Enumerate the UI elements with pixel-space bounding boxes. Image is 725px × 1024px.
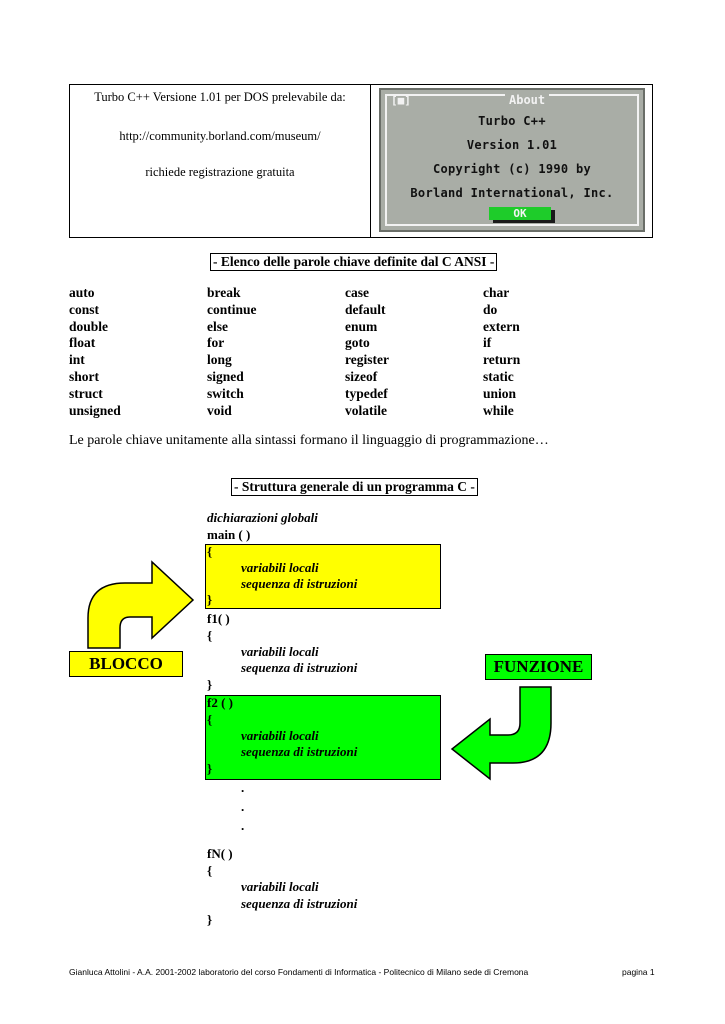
ellipsis-dot-3: . bbox=[241, 818, 245, 833]
keyword-cell: signed bbox=[207, 369, 244, 384]
about-product: Turbo C++ bbox=[478, 114, 546, 128]
keyword-cell: unsigned bbox=[69, 402, 121, 418]
f2-open-brace: { bbox=[207, 712, 213, 727]
keyword-cell: switch bbox=[207, 385, 244, 401]
registration-note: richiede registrazione gratuita bbox=[145, 165, 295, 179]
block-arrow-icon bbox=[80, 548, 200, 653]
close-icon: [■] bbox=[391, 94, 411, 107]
main-statements: sequenza di istruzioni bbox=[241, 576, 358, 591]
block-label: BLOCCO bbox=[69, 651, 183, 677]
main-signature: main ( ) bbox=[207, 527, 251, 542]
ok-button: OK bbox=[489, 207, 551, 220]
keyword-cell: char bbox=[483, 285, 510, 300]
keyword-cell: int bbox=[69, 352, 85, 368]
keyword-cell: for bbox=[207, 335, 225, 351]
keyword-cell: volatile bbox=[345, 402, 387, 418]
f2-local-vars: variabili locali bbox=[241, 728, 319, 743]
keyword-cell: break bbox=[207, 285, 241, 300]
keyword-cell: enum bbox=[345, 318, 378, 334]
page-number: pagina 1 bbox=[622, 967, 655, 977]
main-open-brace: { bbox=[207, 544, 213, 559]
about-company: Borland International, Inc. bbox=[410, 186, 614, 200]
about-screenshot-cell bbox=[371, 85, 652, 237]
about-copyright: Copyright (c) 1990 by bbox=[432, 162, 592, 176]
keywords-summary: Le parole chiave unitamente alla sintassi formano il linguaggio di programmazione… bbox=[69, 433, 549, 448]
keyword-cell: union bbox=[483, 385, 517, 401]
function-label: FUNZIONE bbox=[485, 654, 592, 680]
keyword-cell: do bbox=[483, 301, 498, 317]
about-dialog bbox=[379, 88, 645, 232]
keyword-cell: while bbox=[483, 402, 514, 418]
keyword-cell: register bbox=[345, 352, 389, 368]
function-arrow-icon bbox=[448, 683, 558, 783]
keyword-cell: auto bbox=[69, 285, 95, 300]
about-dialog-titlebar bbox=[387, 93, 637, 108]
download-info-cell bbox=[70, 85, 371, 237]
main-local-vars: variabili locali bbox=[241, 560, 319, 575]
f2-signature: f2 ( ) bbox=[207, 695, 233, 710]
main-close-brace: } bbox=[207, 592, 213, 607]
keyword-cell: double bbox=[69, 318, 109, 334]
structure-heading: - Struttura generale di un programma C - bbox=[231, 478, 478, 496]
fn-local-vars: variabili locali bbox=[241, 879, 319, 894]
keyword-cell: long bbox=[207, 352, 232, 368]
download-url: http://community.borland.com/museum/ bbox=[119, 129, 321, 143]
fn-signature: fN( ) bbox=[207, 846, 233, 861]
keyword-cell: return bbox=[483, 352, 521, 368]
keyword-cell: goto bbox=[345, 335, 370, 351]
keyword-cell: typedef bbox=[345, 385, 388, 401]
f1-statements: sequenza di istruzioni bbox=[241, 660, 358, 675]
info-table bbox=[69, 84, 653, 238]
f1-local-vars: variabili locali bbox=[241, 644, 319, 659]
about-dialog-title: About bbox=[505, 93, 549, 107]
f2-close-brace: } bbox=[207, 761, 213, 776]
keyword-cell: continue bbox=[207, 301, 257, 317]
ellipsis-dot-2: . bbox=[241, 799, 245, 814]
f1-open-brace: { bbox=[207, 628, 213, 643]
keyword-cell: short bbox=[69, 369, 99, 384]
keyword-cell: const bbox=[69, 301, 99, 317]
f2-statements: sequenza di istruzioni bbox=[241, 744, 358, 759]
keyword-cell: if bbox=[483, 335, 492, 351]
keyword-cell: float bbox=[69, 335, 96, 351]
keyword-cell: else bbox=[207, 318, 228, 334]
download-info-text: Turbo C++ Versione 1.01 per DOS prelevabile da: bbox=[94, 90, 346, 104]
f1-close-brace: } bbox=[207, 677, 213, 692]
keyword-cell: default bbox=[345, 301, 386, 317]
ellipsis-dot-1: . bbox=[241, 780, 245, 795]
keyword-cell: struct bbox=[69, 385, 103, 401]
keyword-cell: case bbox=[345, 285, 369, 300]
keyword-cell: static bbox=[483, 369, 514, 384]
about-version: Version 1.01 bbox=[466, 138, 558, 152]
f1-signature: f1( ) bbox=[207, 611, 230, 626]
footer-credits: Gianluca Attolini - A.A. 2001-2002 laboratorio del corso Fondamenti di Informatica - Politecnico di Milano sede di Cremona bbox=[69, 967, 529, 977]
keyword-cell: void bbox=[207, 402, 232, 418]
fn-open-brace: { bbox=[207, 863, 213, 878]
global-declarations: dichiarazioni globali bbox=[207, 510, 318, 525]
keywords-heading: - Elenco delle parole chiave definite dal C ANSI - bbox=[210, 253, 497, 271]
fn-statements: sequenza di istruzioni bbox=[241, 896, 358, 911]
keyword-cell: extern bbox=[483, 318, 520, 334]
keyword-cell: sizeof bbox=[345, 369, 378, 384]
fn-close-brace: } bbox=[207, 912, 213, 927]
